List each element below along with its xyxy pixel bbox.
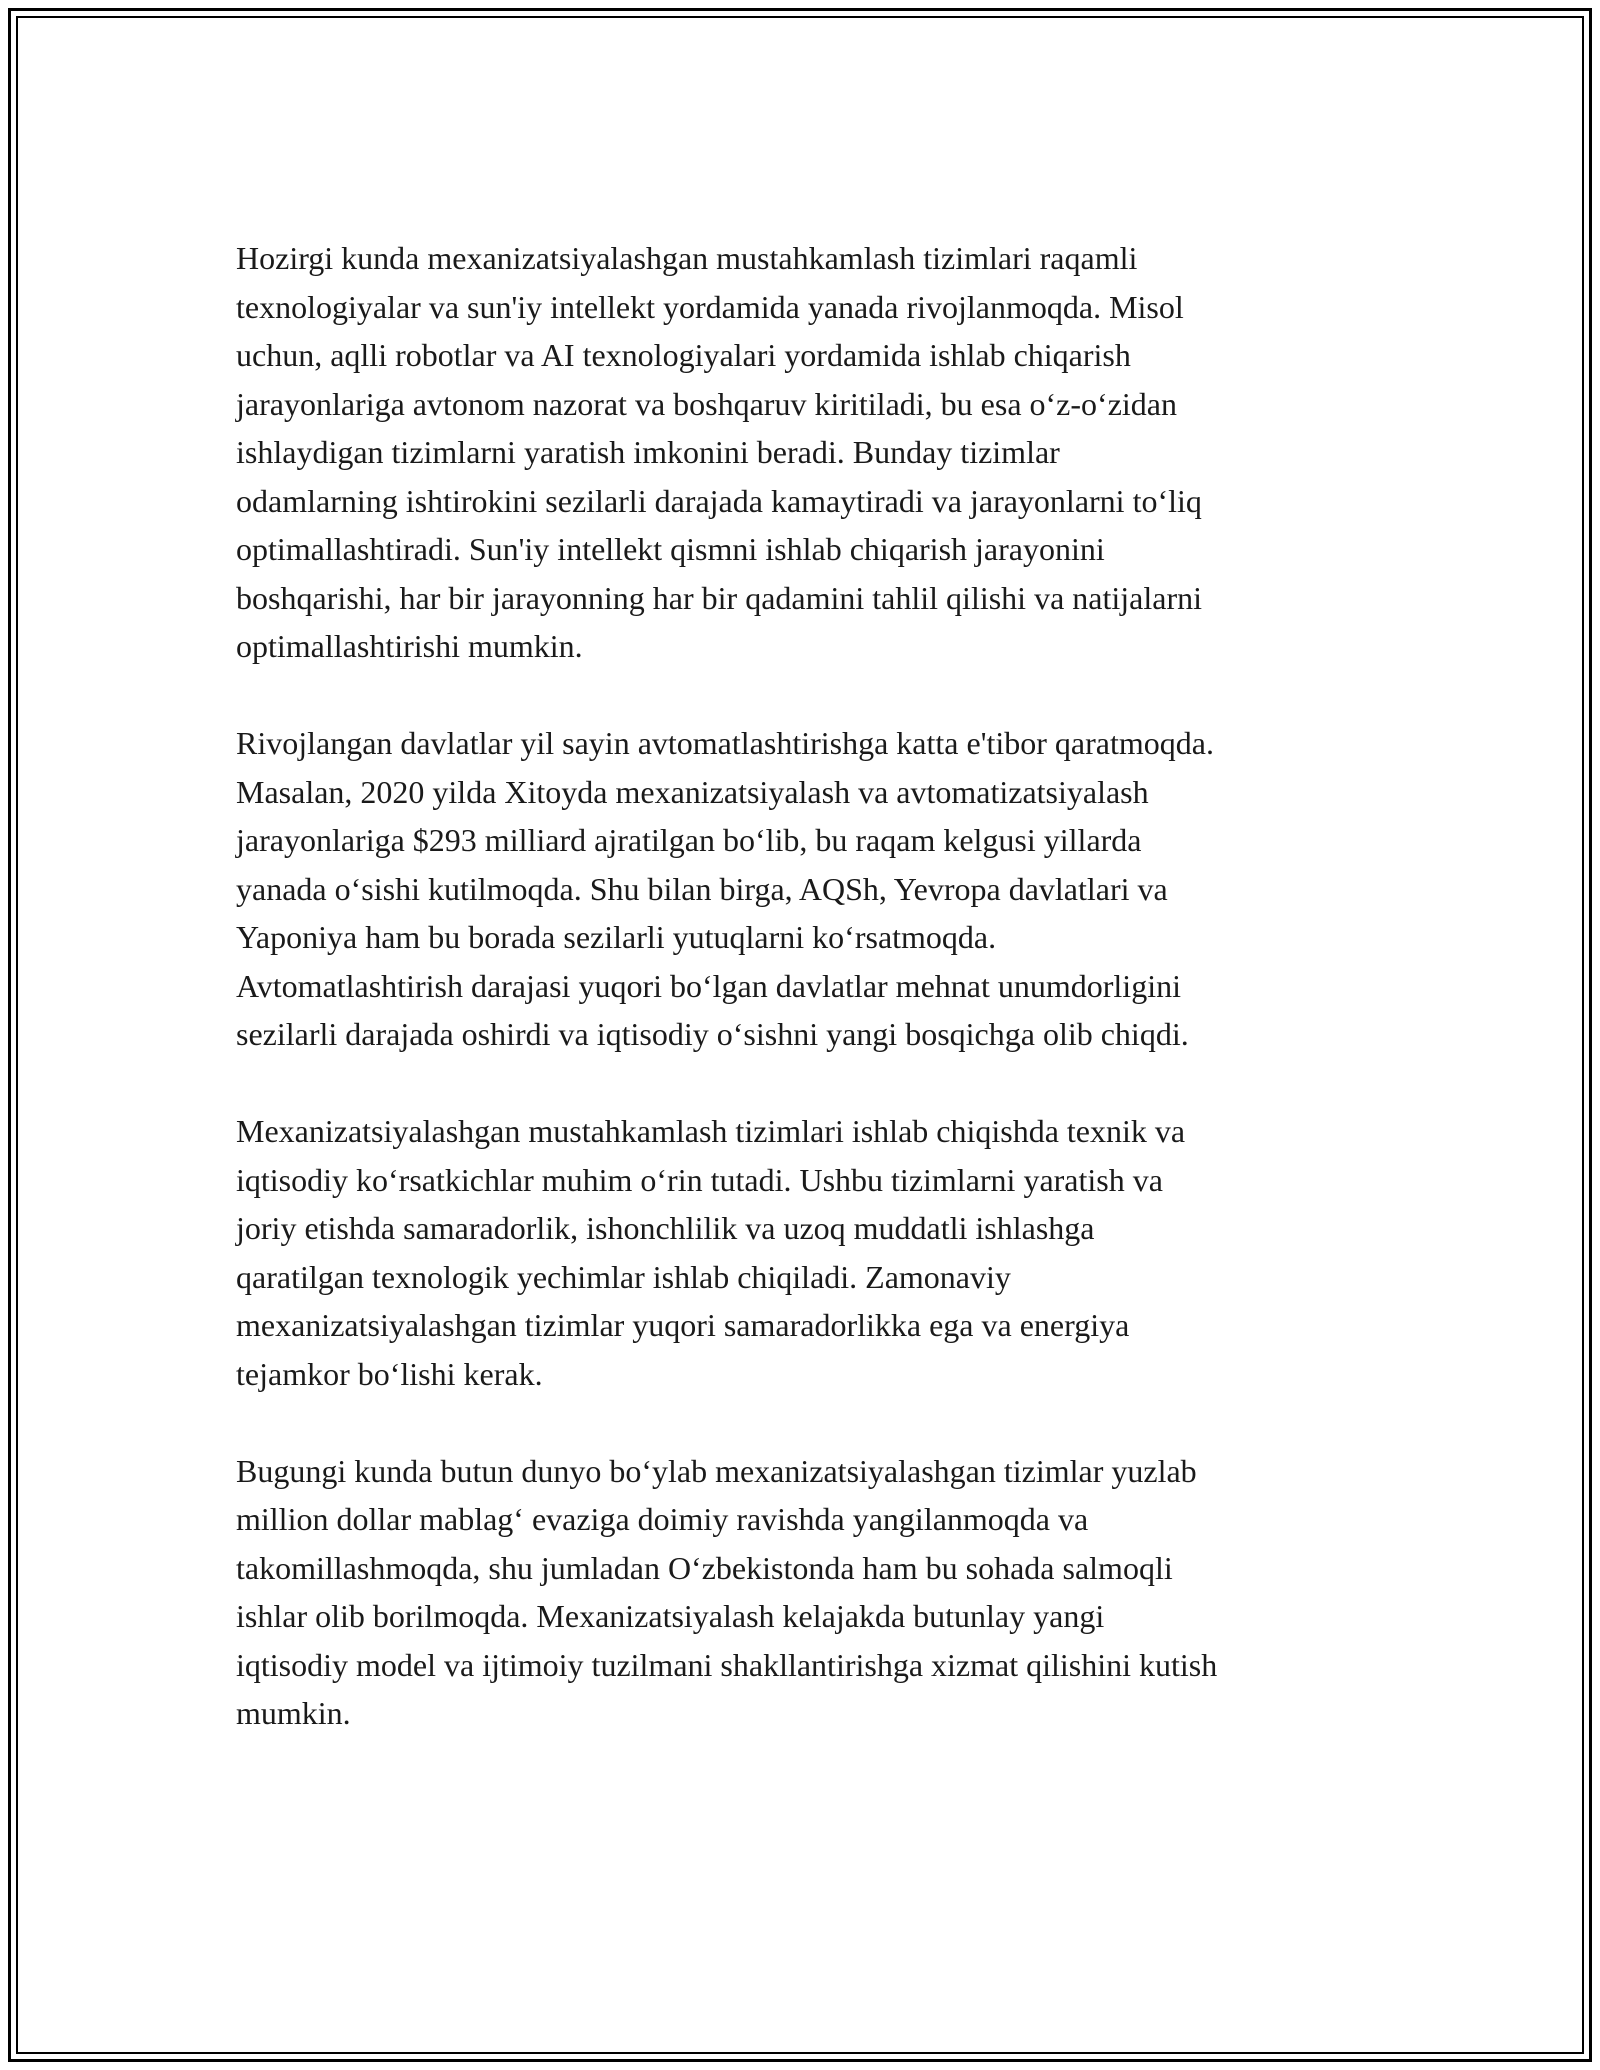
- paragraph-global-investment: Bugungi kunda butun dunyo boʻylab mexanizatsiyalashgan tizimlar yuzlab million dollar mablagʻ evaziga doimiy ravishda yangilanmoqda va takomillashmoqda, shu jumladan Oʻzbekistonda ham bu sohada salmoqli ishlar olib borilmoqda. Mexanizatsiyalash kelajakda butunlay yangi iqtisodiy model va ijtimoiy tuzilmani shakllantirishga xizmat qilishini kutish mumkin.: [236, 1452, 1218, 1731]
- paragraph-ai-technologies: Hozirgi kunda mexanizatsiyalashgan mustahkamlash tizimlari raqamli texnologiyalar va sun'iy intellekt yordamida yanada rivojlanmoqda. Misol uchun, aqlli robotlar va AI texnologiyalari yordamida ishlab chiqarish jarayonlariga avtonom nazorat va boshqaruv kiritiladi, bu esa oʻz-oʻzidan ishlaydigan tizimlarni yaratish imkonini beradi. Bunday tizimlar odamlarning ishtirokini sezilarli darajada kamaytiradi va jarayonlarni toʻliq optimallashtiradi. Sun'iy intellekt qismni ishlab chiqarish jarayonini boshqarishi, har bir jarayonning har bir qadamini tahlil qilishi va natijalarni optimallashtirishi mumkin.: [236, 240, 1202, 664]
- document-body: [236, 234, 1366, 1786]
- paragraph-technical-indicators: Mexanizatsiyalashgan mustahkamlash tizimlari ishlab chiqishda texnik va iqtisodiy koʻrsatkichlar muhim oʻrin tutadi. Ushbu tizimlarni yaratish va joriy etishda samaradorlik, ishonchlilik va uzoq muddatli ishlashga qaratilgan texnologik yechimlar ishlab chiqiladi. Zamonaviy mexanizatsiyalashgan tizimlar yuqori samaradorlikka ega va energiya tejamkor boʻlishi kerak.: [236, 1113, 1186, 1392]
- paragraph-developed-countries: Rivojlangan davlatlar yil sayin avtomatlashtirishga katta e'tibor qaratmoqda. Masalan, 2020 yilda Xitoyda mexanizatsiyalash va avtomatizatsiyalash jarayonlariga $293 milliard ajratilgan boʻlib, bu raqam kelgusi yillarda yanada oʻsishi kutilmoqda. Shu bilan birga, AQSh, Yevropa davlatlari va Yaponiya ham bu borada sezilarli yutuqlarni koʻrsatmoqda. Avtomatlashtirish darajasi yuqori boʻlgan davlatlar mehnat unumdorligini sezilarli darajada oshirdi va iqtisodiy oʻsishni yangi bosqichga olib chiqdi.: [236, 725, 1214, 1052]
